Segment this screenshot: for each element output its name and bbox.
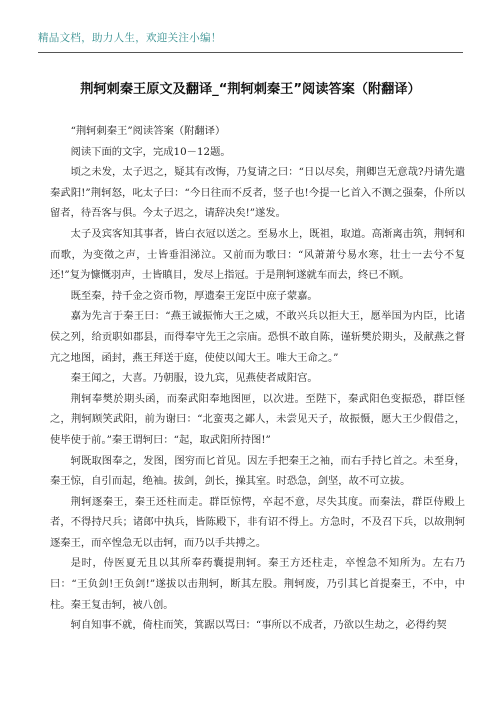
- document-title: 荆轲刺秦王原文及翻译_“荆轲刺秦王”阅读答案（附翻译）: [80, 82, 421, 97]
- paragraph: 顷之未发，太子迟之，疑其有改悔，乃复请之曰：“日以尽矣，荆卿岂无意哉?丹请先遣秦武阳!”荆轲怒，叱太子曰：“今日往而不反者，竖子也!今提一匕首入不测之强秦，仆所以留者，待吾客与俱。今太子迟之，请辞决矣!”遂发。: [50, 166, 465, 220]
- paragraph: 既至秦，持千金之资币物，厚遗秦王宠臣中庶子蒙嘉。: [70, 289, 318, 302]
- paragraph: “荆轲刺秦王”阅读答案（附翻译）: [70, 125, 226, 137]
- header-divider: [38, 52, 463, 53]
- paragraph: 荆轲逐秦王，秦王还柱而走。群臣惊愕，卒起不意，尽失其度。而秦法，群臣侍殿上者，不得持尺兵；诸郎中执兵，皆陈殿下，非有诏不得上。方急时，不及召下兵，以故荆轲逐秦王，而卒惶急无以击轲，而乃以手共搏之。: [50, 495, 465, 549]
- paragraph: 轲既取图奉之，发图，图穷而匕首见。因左手把秦王之袖，而右手持匕首之。未至身，秦王惊，自引而起，绝袖。拔剑，剑长，操其室。时恐急，剑坚，故不可立拔。: [50, 454, 465, 488]
- paragraph: 太子及宾客知其事者，皆白衣冠以送之。至易水上，既祖，取道。高渐离击筑，荆轲和而歌，为变徵之声，士皆垂泪涕泣。又前而为歌曰：“风萧萧兮易水寒，壮士一去兮不复还!”复为慷慨羽声，士皆瞋目，发尽上指冠。于是荆轲遂就车而去，终已不顾。: [50, 227, 465, 282]
- paragraph: 阅读下面的文字，完成10－12题。: [70, 145, 231, 158]
- paragraph: 嘉为先言于秦王曰：“燕王诚振怖大王之威，不敢兴兵以拒大王，愿举国为内臣，比诸侯之列，给贡职如郡县，而得奉守先王之宗庙。恐惧不敢自陈，谨斩樊於期头，及献燕之督亢之地图，函封，燕王拜送于庭，使使以闻大王。唯大王命之。”: [50, 310, 465, 364]
- paragraph: 是时，侍医夏无且以其所奉药囊提荆轲。秦王方还柱走，卒惶急不知所为。左右乃曰：“王负剑!王负剑!”遂拔以击荆轲，断其左股。荆轲废，乃引其匕首提秦王，不中，中柱。秦王复击轲，被八创。: [50, 557, 465, 611]
- paragraph: 荆轲奉樊於期头函，而秦武阳奉地图匣，以次进。至陛下，秦武阳色变振恐，群臣怪之，荆轲顾笑武阳，前为谢曰：“北蛮夷之鄙人，未尝见天子，故振慑，愿大王少假借之，使毕使于前。”秦王谓轲曰：“起，取武阳所持图!”: [50, 392, 465, 446]
- document-body: [50, 121, 465, 636]
- paragraph: 秦王闻之，大喜。乃朝服，设九宾，见燕使者咸阳宫。: [70, 372, 318, 385]
- paragraph: 轲自知事不就，倚柱而笑，箕踞以骂曰：“事所以不成者，乃欲以生劫之，必得约契: [70, 619, 447, 632]
- header-banner: 精品文档，助力人生，欢迎关注小编！: [38, 32, 222, 44]
